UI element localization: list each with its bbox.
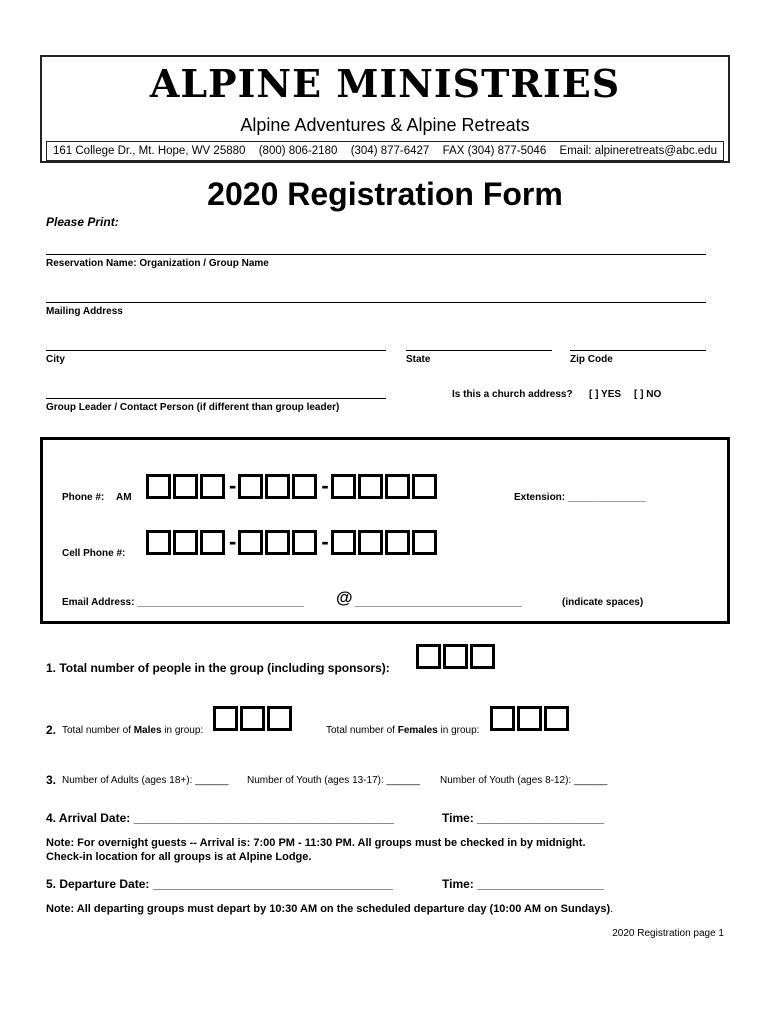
digit-box[interactable] — [385, 474, 410, 499]
total-people-boxes[interactable] — [416, 644, 497, 669]
indicate-spaces-label: (indicate spaces) — [562, 597, 644, 608]
arrival-note-line1: Note: For overnight guests -- Arrival is: 7:00 PM - 11:30 PM. All groups must be checked in by midnight. — [46, 837, 586, 849]
header-box — [40, 55, 730, 163]
departure-note: Note: All departing groups must depart by 10:30 AM on the scheduled departure day (10:00 AM on Sundays). — [46, 903, 614, 915]
cell-phone-label: Cell Phone #: — [62, 548, 126, 559]
adults-field[interactable]: Number of Adults (ages 18+): ______ — [62, 775, 229, 786]
digit-box[interactable] — [292, 474, 317, 499]
digit-box[interactable] — [292, 530, 317, 555]
arrival-note-line2: Check-in location for all groups is at Alpine Lodge. — [46, 851, 312, 863]
digit-box[interactable] — [265, 474, 290, 499]
contact-bar — [46, 141, 724, 161]
phone-boxes[interactable] — [146, 473, 439, 499]
phone-2: (304) 877-6427 — [350, 145, 430, 157]
digit-box[interactable] — [358, 474, 383, 499]
digit-box[interactable] — [385, 530, 410, 555]
am-label: AM — [116, 492, 132, 503]
digit-box[interactable] — [416, 644, 441, 669]
state-label: State — [406, 354, 431, 365]
arrival-date-field[interactable]: 4. Arrival Date: _______________________________________ — [46, 811, 394, 825]
zip-field[interactable] — [570, 350, 706, 351]
state-field[interactable] — [406, 350, 552, 351]
at-symbol: @ — [336, 588, 353, 607]
digit-box[interactable] — [267, 706, 292, 731]
form-title: 2020 Registration Form — [207, 176, 563, 212]
digit-box[interactable] — [238, 474, 263, 499]
reservation-name-label: Reservation Name: Organization / Group Name — [46, 258, 269, 269]
email-address-label[interactable]: Email Address: ______________________________ — [62, 597, 305, 608]
city-label: City — [46, 354, 65, 365]
church-question: Is this a church address? — [452, 389, 573, 400]
organization-title: ALPINE MINISTRIES — [149, 61, 621, 106]
cell-phone-boxes[interactable] — [146, 529, 439, 555]
mailing-address-field[interactable] — [46, 302, 706, 303]
digit-box[interactable] — [470, 644, 495, 669]
digit-box[interactable] — [331, 530, 356, 555]
arrival-time-field[interactable]: Time: ___________________ — [442, 811, 604, 825]
digit-box[interactable] — [265, 530, 290, 555]
please-print: Please Print: — [46, 215, 119, 229]
dash: - — [321, 529, 329, 554]
digit-box[interactable] — [213, 706, 238, 731]
digit-box[interactable] — [517, 706, 542, 731]
departure-date-field[interactable]: 5. Departure Date: ____________________________________ — [46, 877, 393, 891]
dash: - — [229, 473, 237, 498]
digit-box[interactable] — [544, 706, 569, 731]
digit-box[interactable] — [240, 706, 265, 731]
church-no-option[interactable]: [ ] NO — [634, 389, 662, 400]
page-footer: 2020 Registration page 1 — [612, 928, 724, 939]
group-leader-field[interactable] — [46, 398, 386, 399]
phone-1: (800) 806-2180 — [258, 145, 338, 157]
digit-box[interactable] — [412, 530, 437, 555]
digit-box[interactable] — [358, 530, 383, 555]
zip-label: Zip Code — [570, 354, 613, 365]
males-boxes[interactable] — [213, 706, 294, 731]
departure-time-field[interactable]: Time: ___________________ — [442, 877, 604, 891]
q2-number: 2. — [46, 723, 57, 737]
email-domain-field[interactable]: ______________________________ — [355, 597, 522, 608]
city-field[interactable] — [46, 350, 386, 351]
organization-subtitle: Alpine Adventures & Alpine Retreats — [240, 115, 530, 135]
digit-box[interactable] — [146, 530, 171, 555]
email: Email: alpineretreats@abc.edu — [559, 145, 717, 157]
digit-box[interactable] — [173, 474, 198, 499]
q1-label: 1. Total number of people in the group (including sponsors): — [46, 661, 390, 675]
reservation-name-field[interactable] — [46, 254, 706, 255]
group-leader-label: Group Leader / Contact Person (if different than group leader) — [46, 402, 340, 413]
digit-box[interactable] — [200, 474, 225, 499]
digit-box[interactable] — [173, 530, 198, 555]
males-label: Total number of Males in group: — [62, 725, 204, 736]
extension-label[interactable]: Extension: ______________ — [514, 492, 646, 503]
digit-box[interactable] — [238, 530, 263, 555]
mailing-address-label: Mailing Address — [46, 306, 123, 317]
fax: FAX (304) 877-5046 — [442, 145, 547, 157]
phone-label: Phone #: — [62, 492, 105, 503]
youth-8-12-field[interactable]: Number of Youth (ages 8-12): ______ — [440, 775, 608, 786]
digit-box[interactable] — [200, 530, 225, 555]
females-boxes[interactable] — [490, 706, 571, 731]
digit-box[interactable] — [146, 474, 171, 499]
digit-box[interactable] — [443, 644, 468, 669]
dash: - — [229, 529, 237, 554]
church-yes-option[interactable]: [ ] YES — [589, 389, 622, 400]
address: 161 College Dr., Mt. Hope, WV 25880 — [53, 145, 246, 157]
digit-box[interactable] — [412, 474, 437, 499]
youth-13-17-field[interactable]: Number of Youth (ages 13-17): ______ — [247, 775, 420, 786]
females-label: Total number of Females in group: — [326, 725, 480, 736]
q3-number: 3. — [46, 773, 57, 787]
digit-box[interactable] — [490, 706, 515, 731]
dash: - — [321, 473, 329, 498]
digit-box[interactable] — [331, 474, 356, 499]
